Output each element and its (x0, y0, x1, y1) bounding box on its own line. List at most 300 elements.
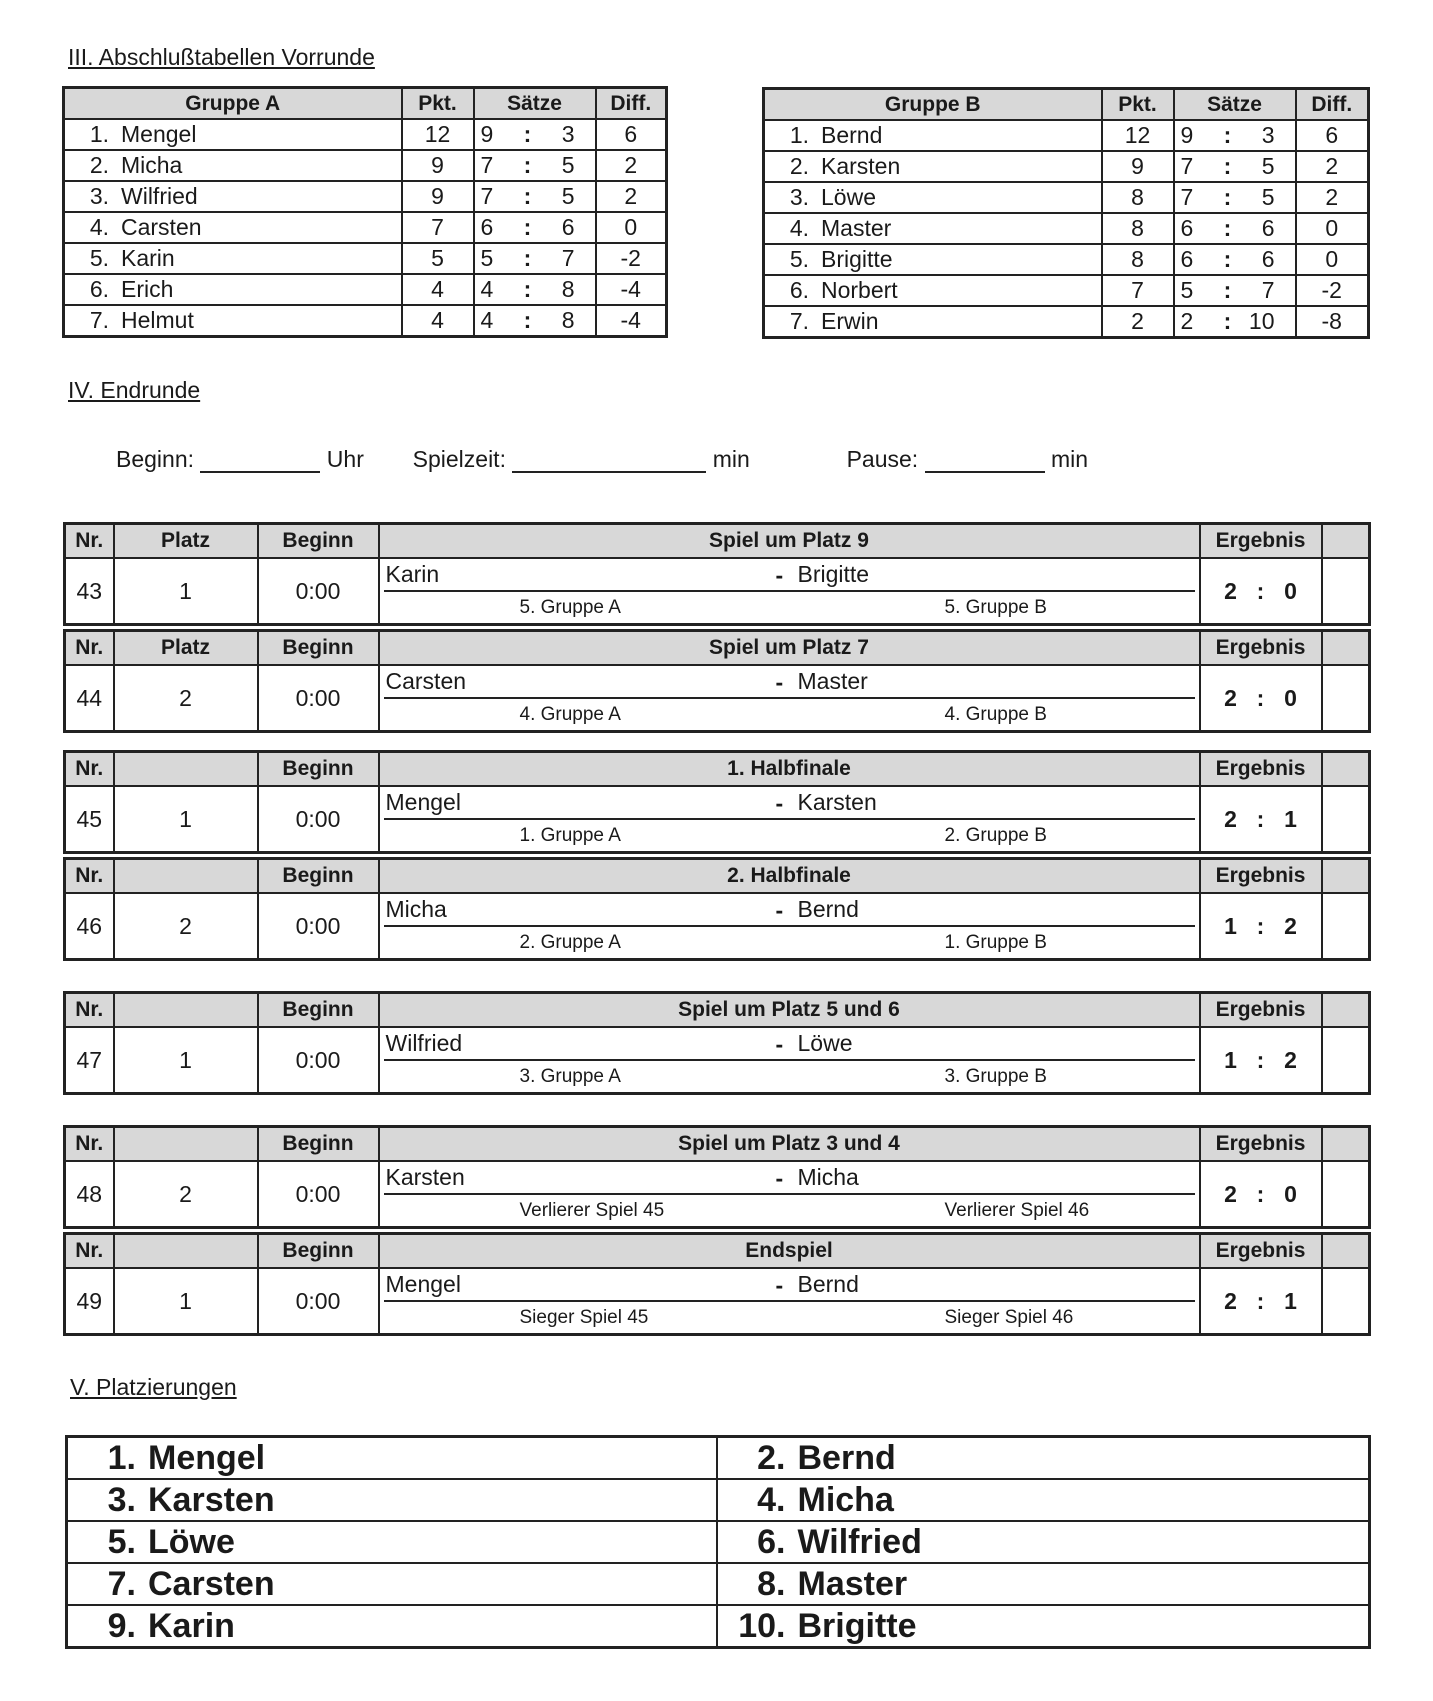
group-row (764, 275, 1369, 306)
sets-separator: : (1223, 184, 1232, 210)
player-a: Wilfried (385, 1030, 463, 1056)
sets-won: 7 (1180, 153, 1194, 179)
player-cell (764, 306, 1102, 338)
rank: 2. (89, 152, 109, 178)
rank: 5. (789, 246, 809, 272)
uhr-label: Uhr (326, 446, 364, 472)
rank: 2. (789, 153, 809, 179)
placement-name: Micha (797, 1480, 894, 1519)
rank: 7. (89, 307, 109, 333)
group-row (764, 244, 1369, 275)
extra-cell (1322, 1161, 1370, 1228)
versus-dash: - (775, 669, 784, 695)
pairing-cell (379, 1027, 1200, 1094)
ergebnis-header: Ergebnis (1200, 1127, 1322, 1162)
match-row (65, 786, 1370, 853)
sets (1174, 120, 1296, 151)
player-name: Mengel (121, 121, 197, 147)
player-cell (64, 243, 402, 274)
score-b: 2 (1284, 912, 1297, 939)
score-a: 2 (1224, 1180, 1237, 1207)
score-separator: : (1256, 805, 1265, 832)
nr-header: Nr. (65, 859, 114, 894)
placement-rank: 7. (107, 1564, 136, 1603)
group-a-header (64, 88, 667, 120)
extra-cell (1322, 786, 1370, 853)
match-table (63, 1125, 1371, 1229)
player-a: Karin (385, 561, 440, 587)
player-a: Mengel (385, 789, 461, 815)
match-header-row (65, 631, 1370, 666)
sets-lost: 5 (1261, 153, 1275, 179)
group-row (764, 213, 1369, 244)
sets-won: 5 (480, 245, 494, 271)
match-row (65, 1268, 1370, 1335)
sets (1174, 244, 1296, 275)
score-a: 1 (1224, 1046, 1237, 1073)
placement-rank: 8. (757, 1564, 786, 1603)
sets-lost: 5 (1261, 184, 1275, 210)
pause-label: Pause: (846, 446, 919, 472)
extra-cell (1322, 1027, 1370, 1094)
player-b: Micha (797, 1164, 859, 1190)
player-name: Norbert (821, 277, 898, 303)
beginn-header: Beginn (258, 1234, 379, 1269)
court: 2 (114, 665, 258, 732)
player-b: Löwe (797, 1030, 853, 1056)
extra-cell (1322, 558, 1370, 625)
placement-name: Wilfried (797, 1522, 922, 1561)
match-number: 46 (65, 893, 114, 960)
pairing-cell (379, 893, 1200, 960)
placement-cell (67, 1437, 717, 1480)
placement-rank: 10. (738, 1606, 786, 1645)
player-b: Karsten (797, 789, 877, 815)
versus-dash: - (775, 1165, 784, 1191)
start-time: 0:00 (258, 786, 379, 853)
group-b-header (764, 89, 1369, 121)
pairing-cell (379, 1268, 1200, 1335)
placement-row (67, 1521, 1370, 1563)
sets-won: 7 (1180, 184, 1194, 210)
sets (1174, 151, 1296, 182)
points: 8 (1102, 213, 1174, 244)
start-time: 0:00 (258, 558, 379, 625)
placement-cell (717, 1479, 1370, 1521)
match-table (63, 522, 1371, 626)
player-cell (64, 212, 402, 243)
placement-row (67, 1605, 1370, 1648)
match-table (63, 629, 1371, 733)
placement-rank: 1. (107, 1438, 136, 1477)
extra-header (1322, 1234, 1370, 1269)
saetze-header: Sätze (1174, 89, 1296, 121)
rank: 5. (89, 245, 109, 271)
player-a: Micha (385, 896, 447, 922)
sets (474, 305, 596, 337)
points: 9 (402, 181, 474, 212)
score-a: 2 (1224, 577, 1237, 604)
player-b: Brigitte (797, 561, 870, 587)
match-title: Spiel um Platz 5 und 6 (379, 993, 1200, 1028)
match-number: 49 (65, 1268, 114, 1335)
player-name: Carsten (121, 214, 202, 240)
difference: 6 (596, 119, 667, 150)
result (1200, 558, 1322, 625)
sets (474, 243, 596, 274)
sets-won: 2 (1180, 308, 1194, 334)
sets-separator: : (523, 183, 532, 209)
ergebnis-header: Ergebnis (1200, 524, 1322, 559)
match-number: 45 (65, 786, 114, 853)
pairing-cell (379, 1161, 1200, 1228)
points: 4 (402, 305, 474, 337)
player-a: Carsten (385, 668, 467, 694)
match-title: 2. Halbfinale (379, 859, 1200, 894)
rank: 6. (789, 277, 809, 303)
player-name: Bernd (821, 122, 883, 148)
score-a: 2 (1224, 805, 1237, 832)
match-title: 1. Halbfinale (379, 752, 1200, 787)
match-table (63, 991, 1371, 1095)
points: 9 (402, 150, 474, 181)
source-b: 4. Gruppe B (944, 704, 1047, 725)
source-a: 1. Gruppe A (519, 825, 621, 846)
group-a-title: Gruppe A (64, 88, 402, 120)
score-b: 0 (1284, 684, 1297, 711)
platzierungen-title: V. Platzierungen (70, 1374, 237, 1400)
ergebnis-header: Ergebnis (1200, 752, 1322, 787)
player-cell (764, 151, 1102, 182)
group-row (764, 182, 1369, 213)
placement-name: Mengel (148, 1438, 266, 1477)
player-name: Master (821, 215, 892, 241)
player-name: Karin (121, 245, 175, 271)
player-name: Wilfried (121, 183, 198, 209)
placement-row (67, 1479, 1370, 1521)
placement-cell (717, 1563, 1370, 1605)
placement-name: Bernd (797, 1438, 896, 1477)
beginn-header: Beginn (258, 993, 379, 1028)
player-b: Bernd (797, 1271, 859, 1297)
rank: 3. (89, 183, 109, 209)
match-table (63, 750, 1371, 854)
court: 2 (114, 1161, 258, 1228)
group-row (64, 150, 667, 181)
pairing-divider (384, 697, 1195, 699)
placement-rank: 4. (757, 1480, 786, 1519)
group-row (64, 181, 667, 212)
player-b: Master (797, 668, 868, 694)
extra-cell (1322, 665, 1370, 732)
nr-header: Nr. (65, 631, 114, 666)
match-table (63, 1232, 1371, 1336)
sets-won: 6 (480, 214, 494, 240)
match-number: 43 (65, 558, 114, 625)
placement-rank: 5. (107, 1522, 136, 1561)
placement-cell (67, 1605, 717, 1648)
rank: 1. (89, 121, 109, 147)
diff-header: Diff. (596, 88, 667, 120)
score-b: 2 (1284, 1046, 1297, 1073)
difference: -8 (1296, 306, 1369, 338)
match-header-row (65, 1234, 1370, 1269)
start-time: 0:00 (258, 1268, 379, 1335)
player-cell (64, 305, 402, 337)
player-a: Mengel (385, 1271, 461, 1297)
sets-separator: : (1223, 277, 1232, 303)
extra-header (1322, 631, 1370, 666)
sets (474, 119, 596, 150)
sets-lost: 3 (561, 121, 575, 147)
beginn-header: Beginn (258, 1127, 379, 1162)
placement-rank: 3. (107, 1480, 136, 1519)
points: 12 (402, 119, 474, 150)
sets-won: 6 (1180, 246, 1194, 272)
start-time: 0:00 (258, 1161, 379, 1228)
player-name: Erwin (821, 308, 879, 334)
points: 7 (402, 212, 474, 243)
group-row (64, 212, 667, 243)
extra-header (1322, 752, 1370, 787)
sets (474, 181, 596, 212)
score-separator: : (1256, 1180, 1265, 1207)
beginn-header: Beginn (258, 859, 379, 894)
placement-rank: 2. (757, 1438, 786, 1477)
placement-name: Master (797, 1564, 908, 1603)
sets-won: 4 (480, 307, 494, 333)
sets-lost: 6 (1261, 246, 1275, 272)
versus-dash: - (775, 897, 784, 923)
score-separator: : (1256, 684, 1265, 711)
match-title: Spiel um Platz 3 und 4 (379, 1127, 1200, 1162)
pairing-divider (384, 818, 1195, 820)
player-cell (764, 275, 1102, 306)
versus-dash: - (775, 790, 784, 816)
sets (1174, 306, 1296, 338)
placement-name: Karsten (148, 1480, 275, 1519)
player-cell (64, 181, 402, 212)
points: 8 (1102, 182, 1174, 213)
match-header-row (65, 1127, 1370, 1162)
difference: 2 (1296, 182, 1369, 213)
court: 1 (114, 786, 258, 853)
group-row (764, 151, 1369, 182)
match-number: 48 (65, 1161, 114, 1228)
player-a: Karsten (385, 1164, 465, 1190)
difference: 0 (596, 212, 667, 243)
source-a: 3. Gruppe A (519, 1066, 621, 1087)
sets-separator: : (1223, 246, 1232, 272)
vorrunde-title: III. Abschlußtabellen Vorrunde (68, 44, 375, 70)
pairing-cell (379, 558, 1200, 625)
group-row (64, 274, 667, 305)
diff-header: Diff. (1296, 89, 1369, 121)
source-a: 4. Gruppe A (519, 704, 621, 725)
sets-lost: 7 (1261, 277, 1275, 303)
placement-row (67, 1437, 1370, 1480)
placement-cell (67, 1563, 717, 1605)
score-a: 2 (1224, 1287, 1237, 1314)
placement-cell (717, 1605, 1370, 1648)
platz-header (114, 752, 258, 787)
beginn-field[interactable] (200, 449, 320, 473)
sets-lost: 7 (561, 245, 575, 271)
placement-row (67, 1563, 1370, 1605)
pairing-cell (379, 665, 1200, 732)
match-table (63, 857, 1371, 961)
extra-cell (1322, 893, 1370, 960)
player-b: Bernd (797, 896, 859, 922)
placement-name: Karin (148, 1606, 235, 1645)
sets-lost: 10 (1248, 308, 1275, 334)
difference: 2 (596, 181, 667, 212)
player-name: Löwe (821, 184, 876, 210)
court: 1 (114, 1027, 258, 1094)
result (1200, 1027, 1322, 1094)
pairing-divider (384, 925, 1195, 927)
sets-won: 4 (480, 276, 494, 302)
points: 8 (1102, 244, 1174, 275)
group-row (64, 305, 667, 337)
start-time: 0:00 (258, 893, 379, 960)
sets-separator: : (523, 307, 532, 333)
difference: 6 (1296, 120, 1369, 151)
sets-lost: 6 (1261, 215, 1275, 241)
sets-separator: : (1223, 215, 1232, 241)
start-time: 0:00 (258, 1027, 379, 1094)
pause-field[interactable] (925, 449, 1045, 473)
source-a: 5. Gruppe A (519, 597, 621, 618)
match-title: Spiel um Platz 9 (379, 524, 1200, 559)
sets-separator: : (1223, 308, 1232, 334)
sets-won: 6 (1180, 215, 1194, 241)
difference: 2 (596, 150, 667, 181)
placement-cell (717, 1437, 1370, 1480)
result (1200, 1268, 1322, 1335)
group-row (64, 243, 667, 274)
court: 1 (114, 1268, 258, 1335)
spielzeit-label: Spielzeit: (412, 446, 506, 472)
sets-separator: : (523, 276, 532, 302)
platz-header: Platz (114, 524, 258, 559)
player-cell (64, 119, 402, 150)
platz-header: Platz (114, 631, 258, 666)
sets (474, 274, 596, 305)
score-b: 1 (1284, 1287, 1297, 1314)
placement-name: Löwe (148, 1522, 235, 1561)
source-a: 2. Gruppe A (519, 932, 621, 953)
pairing-divider (384, 590, 1195, 592)
spielzeit-field[interactable] (512, 449, 706, 473)
min-label: min (712, 446, 750, 472)
sets-separator: : (1223, 153, 1232, 179)
score-b: 0 (1284, 577, 1297, 604)
nr-header: Nr. (65, 1234, 114, 1269)
extra-header (1322, 1127, 1370, 1162)
versus-dash: - (775, 1272, 784, 1298)
sets-separator: : (523, 152, 532, 178)
pkt-header: Pkt. (402, 88, 474, 120)
platz-header (114, 859, 258, 894)
player-cell (764, 244, 1102, 275)
court: 2 (114, 893, 258, 960)
group-b-table (762, 87, 1370, 339)
difference: -4 (596, 305, 667, 337)
pairing-divider (384, 1059, 1195, 1061)
difference: 0 (1296, 213, 1369, 244)
sets (474, 212, 596, 243)
extra-header (1322, 859, 1370, 894)
rank: 4. (89, 214, 109, 240)
score-separator: : (1256, 1046, 1265, 1073)
sets-won: 7 (480, 183, 494, 209)
sets-separator: : (1223, 122, 1232, 148)
beginn-header: Beginn (258, 752, 379, 787)
beginn-label: Beginn: (116, 446, 195, 472)
player-cell (764, 213, 1102, 244)
points: 12 (1102, 120, 1174, 151)
group-b-title: Gruppe B (764, 89, 1102, 121)
sets (474, 150, 596, 181)
nr-header: Nr. (65, 993, 114, 1028)
sets (1174, 182, 1296, 213)
points: 2 (1102, 306, 1174, 338)
pairing-divider (384, 1300, 1195, 1302)
score-a: 1 (1224, 912, 1237, 939)
extra-header (1322, 993, 1370, 1028)
difference: 0 (1296, 244, 1369, 275)
placement-rank: 6. (757, 1522, 786, 1561)
group-row (764, 306, 1369, 338)
placement-cell (67, 1521, 717, 1563)
ergebnis-header: Ergebnis (1200, 631, 1322, 666)
score-b: 0 (1284, 1180, 1297, 1207)
match-row (65, 665, 1370, 732)
platz-header (114, 1234, 258, 1269)
source-b: Sieger Spiel 46 (944, 1307, 1074, 1328)
source-b: 5. Gruppe B (944, 597, 1047, 618)
extra-cell (1322, 1268, 1370, 1335)
source-a: Sieger Spiel 45 (519, 1307, 649, 1328)
group-a-table (62, 86, 668, 338)
difference: -2 (596, 243, 667, 274)
rank: 3. (789, 184, 809, 210)
match-number: 47 (65, 1027, 114, 1094)
group-row (64, 119, 667, 150)
nr-header: Nr. (65, 752, 114, 787)
match-row (65, 893, 1370, 960)
ergebnis-header: Ergebnis (1200, 859, 1322, 894)
match-header-row (65, 859, 1370, 894)
source-b: Verlierer Spiel 46 (944, 1200, 1090, 1221)
nr-header: Nr. (65, 524, 114, 559)
player-name: Erich (121, 276, 174, 302)
start-time: 0:00 (258, 665, 379, 732)
score-separator: : (1256, 577, 1265, 604)
result (1200, 1161, 1322, 1228)
placement-rank: 9. (107, 1606, 136, 1645)
match-header-row (65, 752, 1370, 787)
difference: -2 (1296, 275, 1369, 306)
match-row (65, 558, 1370, 625)
sets-separator: : (523, 214, 532, 240)
rank: 6. (89, 276, 109, 302)
placements-table (65, 1435, 1371, 1649)
score-a: 2 (1224, 684, 1237, 711)
player-cell (764, 120, 1102, 151)
sets-won: 9 (1180, 122, 1194, 148)
